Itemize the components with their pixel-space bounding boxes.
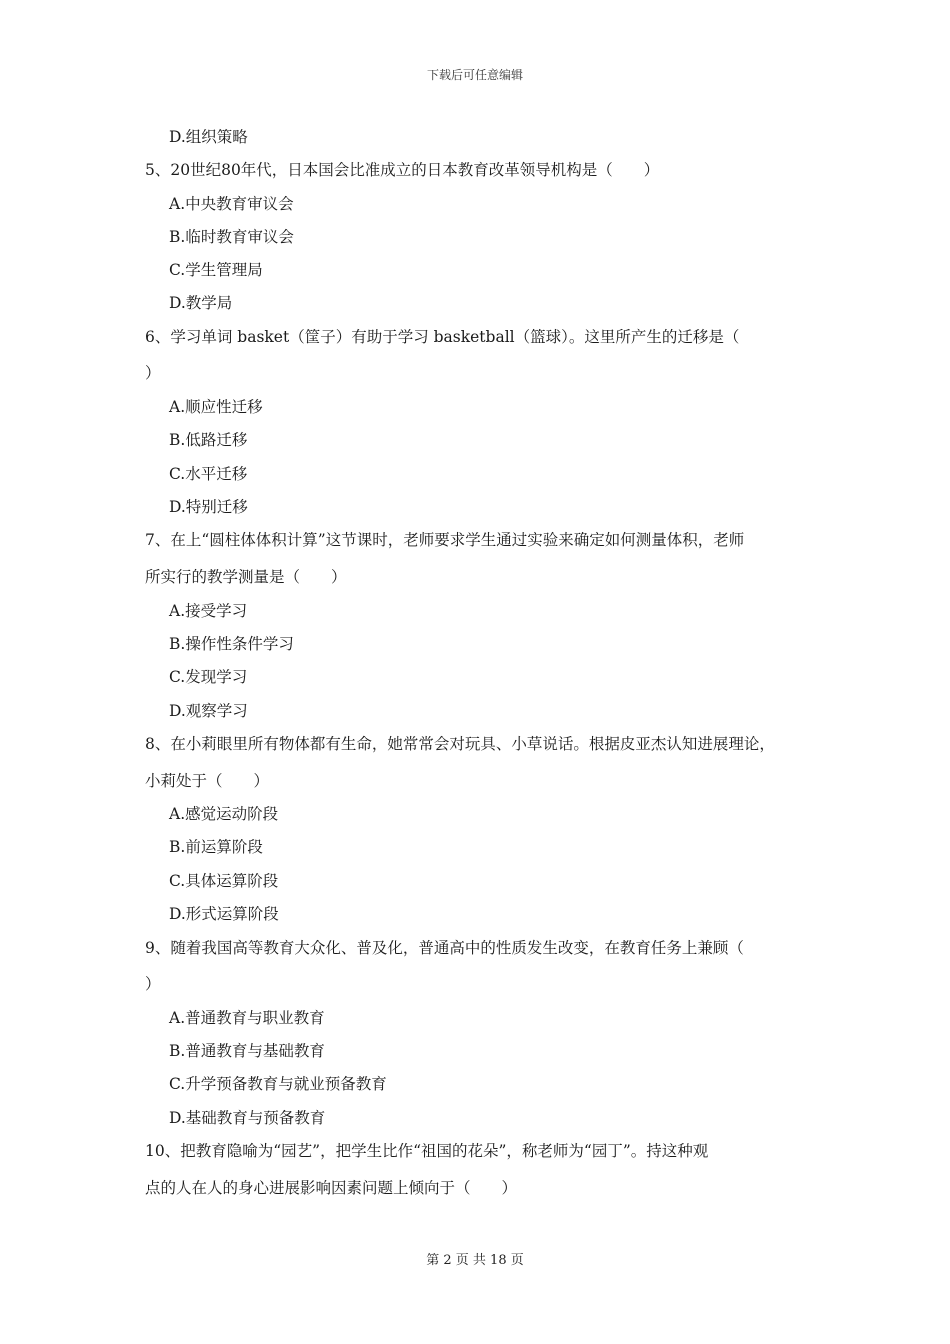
question-8-option-c: C.具体运算阶段	[169, 872, 279, 890]
question-6-stem: 6、学习单词 basket（筐子）有助于学习 basketball（篮球）。这里所产生的迁移是（	[145, 328, 740, 346]
question-8-stem: 8、在小莉眼里所有物体都有生命，她常常会对玩具、小草说话。根据皮亚杰认知进展理论，	[145, 735, 775, 753]
question-7-option-d: D.观察学习	[169, 702, 248, 720]
page-header: 下载后可任意编辑	[426, 68, 523, 82]
question-8-option-d: D.形式运算阶段	[169, 905, 279, 923]
question-7-option-b: B.操作性条件学习	[169, 635, 294, 653]
question-8-option-a: A.感觉运动阶段	[169, 805, 279, 823]
question-9-stem: 9、随着我国高等教育大众化、普及化，普通高中的性质发生改变，在教育任务上兼顾（	[145, 939, 744, 957]
question-5-option-a: A.中央教育审议会	[169, 195, 294, 213]
question-6-option-d: D.特别迁移	[169, 498, 248, 516]
question-9-option-b: B.普通教育与基础教育	[169, 1042, 325, 1060]
question-4-option-d: D.组织策略	[169, 128, 248, 146]
question-6-option-c: C.水平迁移	[169, 465, 248, 483]
question-7-option-a: A.接受学习	[169, 602, 248, 620]
question-6-option-a: A.顺应性迁移	[169, 398, 263, 416]
question-5-option-b: B.临时教育审议会	[169, 228, 294, 246]
question-9-stem-continued: ）	[145, 975, 161, 993]
question-10-stem: 10、把教育隐喻为“园艺”，把学生比作“祖国的花朵”，称老师为“园丁”。持这种观	[145, 1142, 709, 1160]
question-6-stem-continued: ）	[145, 364, 161, 382]
question-9-option-c: C.升学预备教育与就业预备教育	[169, 1075, 387, 1093]
question-8-stem-continued: 小莉处于（ ）	[145, 772, 270, 790]
question-10-stem-continued: 点的人在人的身心进展影响因素问题上倾向于（ ）	[145, 1179, 518, 1197]
question-6-option-b: B.低路迁移	[169, 431, 248, 449]
question-7-option-c: C.发现学习	[169, 668, 248, 686]
question-7-stem-continued: 所实行的教学测量是（ ）	[145, 568, 347, 586]
question-5-option-c: C.学生管理局	[169, 261, 263, 279]
question-9-option-a: A.普通教育与职业教育	[169, 1009, 325, 1027]
question-5-stem: 5、20世纪80年代，日本国会比准成立的日本教育改革领导机构是（ ）	[145, 161, 660, 179]
question-9-option-d: D.基础教育与预备教育	[169, 1109, 326, 1127]
question-8-option-b: B.前运算阶段	[169, 838, 263, 856]
question-5-option-d: D.教学局	[169, 294, 233, 312]
page-footer: 第 2 页 共 18 页	[426, 1253, 524, 1268]
question-7-stem: 7、在上“圆柱体体积计算”这节课时，老师要求学生通过实验来确定如何测量体积，老师	[145, 531, 745, 549]
